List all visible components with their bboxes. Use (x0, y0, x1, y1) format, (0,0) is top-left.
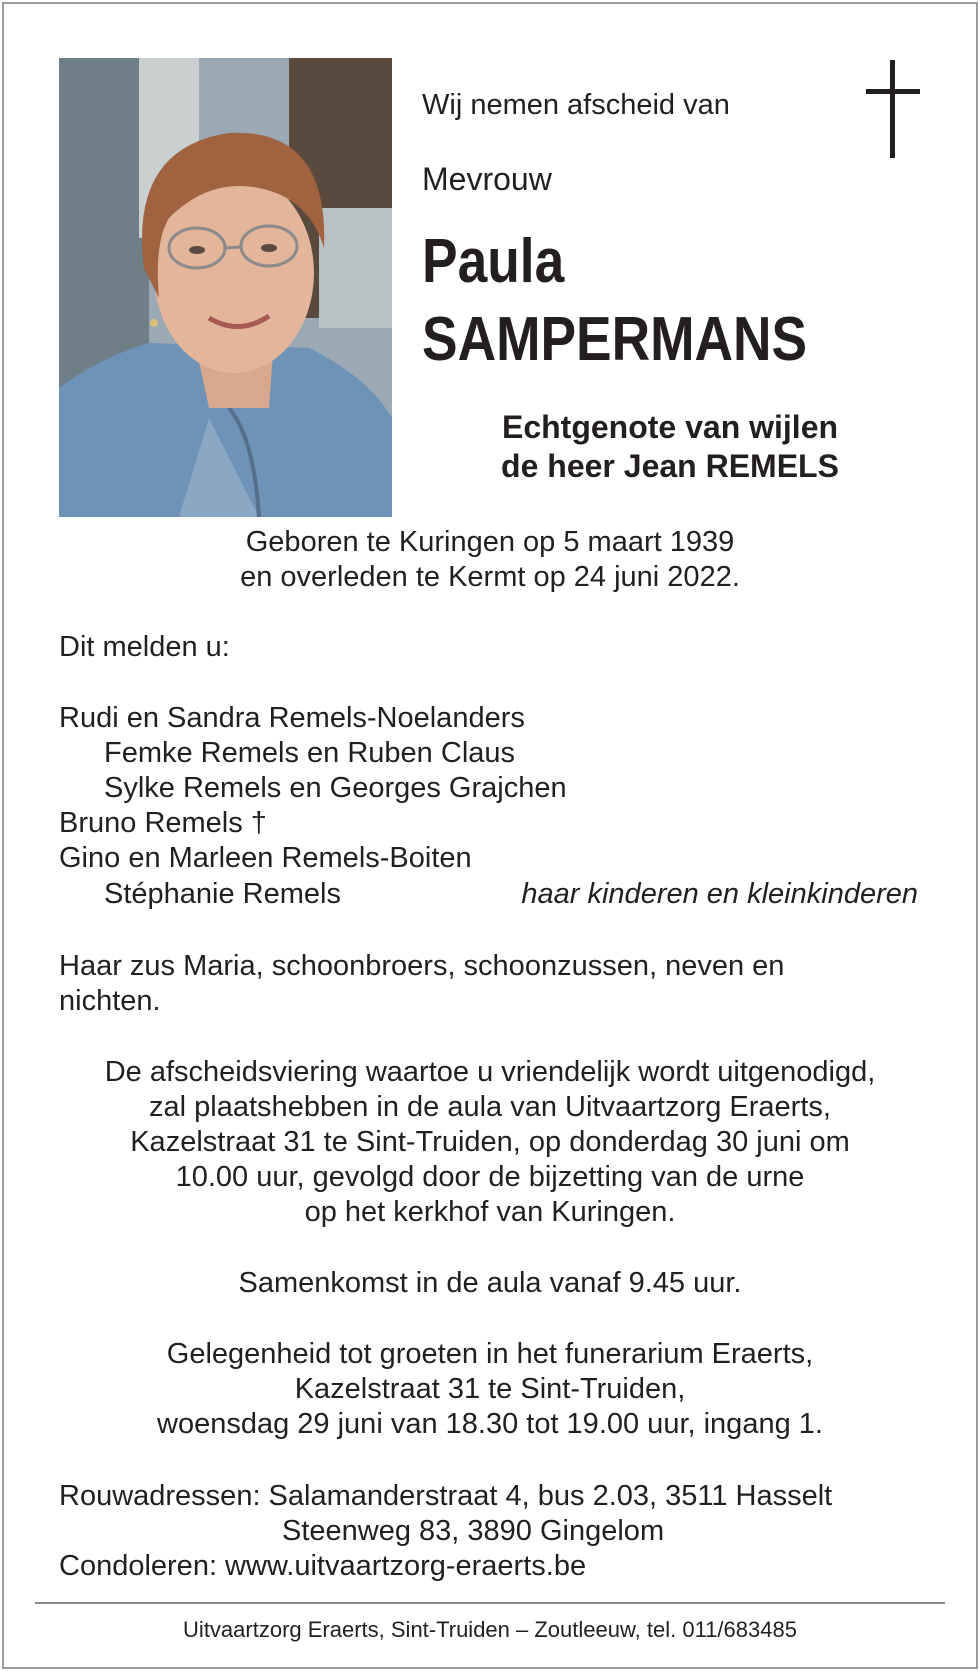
others-line-1: Haar zus Maria, schoonbroers, schoonzussen, neven en (59, 950, 785, 982)
ceremony-line: zal plaatshebben in de aula van Uitvaartzorg Eraerts, (149, 1091, 831, 1123)
family-member: Femke Remels en Ruben Claus (104, 737, 516, 769)
visit-line: Kazelstraat 31 te Sint-Truiden, (294, 1373, 686, 1405)
footer-text: Uitvaartzorg Eraerts, Sint-Truiden – Zoutleeuw, tel. 011/683485 (183, 1617, 797, 1642)
portrait-illustration (59, 58, 392, 517)
family-member: Bruno Remels † (59, 807, 267, 839)
portrait-photo (59, 58, 392, 517)
visit-line: Gelegenheid tot groeten in het funerarium Eraerts, (166, 1338, 814, 1370)
death-line: en overleden te Kermt op 24 juni 2022. (240, 561, 740, 593)
announce-line: Dit melden u: (59, 631, 230, 663)
visit-line: woensdag 29 juni van 18.30 tot 19.00 uur, ingang 1. (157, 1408, 823, 1440)
ceremony-line: 10.00 uur, gevolgd door de bijzetting van de urne (175, 1161, 805, 1193)
intro-text: Wij nemen afscheid van (422, 89, 730, 121)
ceremony-line: op het kerkhof van Kuringen. (304, 1196, 676, 1228)
address-line-1: Rouwadressen: Salamanderstraat 4, bus 2.03, 3511 Hasselt (59, 1480, 833, 1512)
ceremony-line: De afscheidsviering waartoe u vriendelijk wordt uitgenodigd, (104, 1056, 876, 1088)
title-text: Mevrouw (422, 161, 552, 197)
gathering-line: Samenkomst in de aula vanaf 9.45 uur. (238, 1267, 742, 1299)
others-line-2: nichten. (59, 985, 161, 1017)
footer-divider (35, 1602, 945, 1604)
family-member: Sylke Remels en Georges Grajchen (104, 772, 567, 804)
birth-line: Geboren te Kuringen op 5 maart 1939 (245, 526, 735, 558)
family-member: Stéphanie Remels (104, 878, 341, 910)
spouse-line-2: de heer Jean REMELS (501, 448, 839, 484)
latin-cross-icon (864, 60, 922, 160)
family-member: Gino en Marleen Remels-Boiten (59, 842, 472, 874)
address-line-2: Steenweg 83, 3890 Gingelom (282, 1515, 665, 1547)
family-member: Rudi en Sandra Remels-Noelanders (59, 702, 525, 734)
family-relation: haar kinderen en kleinkinderen (521, 878, 918, 910)
first-name: Paula (422, 227, 565, 296)
spouse-line-1: Echtgenote van wijlen (501, 409, 839, 445)
condolences-line: Condoleren: www.uitvaartzorg-eraerts.be (59, 1550, 587, 1582)
ceremony-line: Kazelstraat 31 te Sint-Truiden, op donderdag 30 juni om (130, 1126, 850, 1158)
last-name: SAMPERMANS (422, 305, 808, 374)
